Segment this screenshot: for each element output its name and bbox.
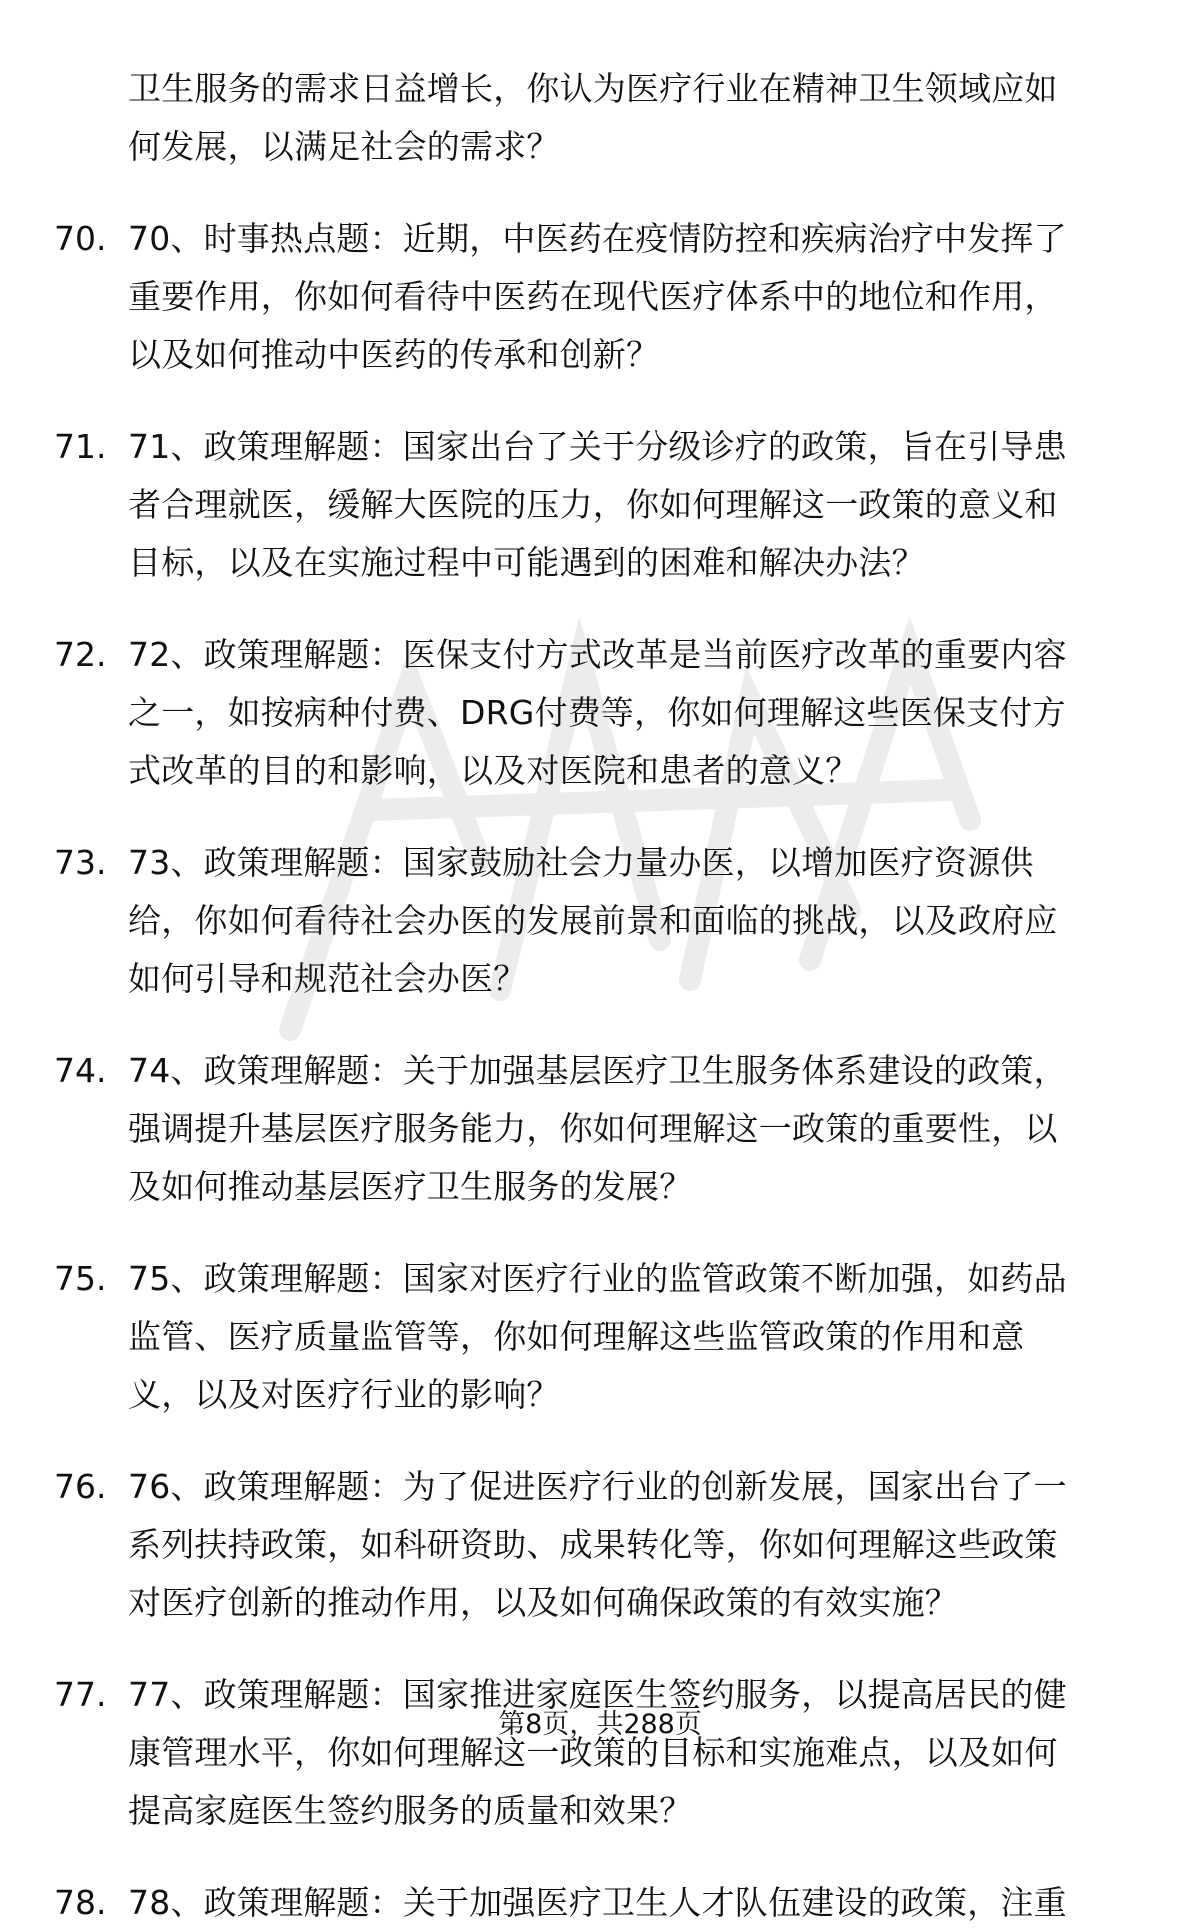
- question-text-line: 目标，以及在实施过程中可能遇到的困难和解决办法？: [128, 543, 925, 582]
- question-number: 70.: [54, 219, 107, 258]
- paragraph-line: 何发展，以满足社会的需求？: [128, 127, 560, 166]
- question-text-line: 式改革的目的和影响，以及对医院和患者的意义？: [128, 751, 859, 790]
- question-text-line: 72、政策理解题：医保支付方式改革是当前医疗改革的重要内容: [128, 635, 1067, 674]
- question-text-line: 重要作用，你如何看待中医药在现代医疗体系中的地位和作用，: [128, 277, 1058, 316]
- page-footer: 第8页，共288页: [498, 1709, 702, 1740]
- question-text-line: 强调提升基层医疗服务能力，你如何理解这一政策的重要性，以: [128, 1109, 1058, 1148]
- question-text-line: 76、政策理解题：为了促进医疗行业的创新发展，国家出台了一: [128, 1467, 1067, 1506]
- question-text-line: 以及如何推动中医药的传承和创新？: [128, 335, 660, 374]
- question-text-line: 如何引导和规范社会办医？: [128, 959, 527, 998]
- question-text-line: 73、政策理解题：国家鼓励社会力量办医，以增加医疗资源供: [128, 843, 1034, 882]
- question-text-line: 义，以及对医疗行业的影响？: [128, 1375, 560, 1414]
- question-number: 77.: [54, 1675, 107, 1714]
- question-number: 73.: [54, 843, 107, 882]
- question-text-line: 对医疗创新的推动作用，以及如何确保政策的有效实施？: [128, 1583, 958, 1622]
- paragraph-line: 卫生服务的需求日益增长，你认为医疗行业在精神卫生领域应如: [128, 69, 1058, 108]
- question-text-line: 77、政策理解题：国家推进家庭医生签约服务，以提高居民的健: [128, 1675, 1067, 1714]
- question-number: 74.: [54, 1051, 107, 1090]
- question-text-line: 监管、医疗质量监管等，你如何理解这些监管政策的作用和意: [128, 1317, 1025, 1356]
- question-number: 72.: [54, 635, 107, 674]
- question-text-line: 给，你如何看待社会办医的发展前景和面临的挑战，以及政府应: [128, 901, 1058, 940]
- question-text-line: 康管理水平，你如何理解这一政策的目标和实施难点，以及如何: [128, 1733, 1058, 1772]
- question-text-line: 71、政策理解题：国家出台了关于分级诊疗的政策，旨在引导患: [128, 427, 1067, 466]
- question-number: 71.: [54, 427, 107, 466]
- question-text-line: 之一，如按病种付费、DRG付费等，你如何理解这些医保支付方: [128, 693, 1066, 732]
- question-text-line: 70、时事热点题：近期，中医药在疫情防控和疾病治疗中发挥了: [128, 219, 1067, 258]
- question-text-line: 提高家庭医生签约服务的质量和效果？: [128, 1791, 693, 1830]
- question-text-line: 者合理就医，缓解大医院的压力，你如何理解这一政策的意义和: [128, 485, 1058, 524]
- question-text-line: 74、政策理解题：关于加强基层医疗卫生服务体系建设的政策，: [128, 1051, 1067, 1090]
- question-number: 78.: [54, 1883, 107, 1922]
- question-number: 75.: [54, 1259, 107, 1298]
- question-text-line: 78、政策理解题：关于加强医疗卫生人才队伍建设的政策，注重: [128, 1883, 1067, 1922]
- question-text-line: 75、政策理解题：国家对医疗行业的监管政策不断加强，如药品: [128, 1259, 1067, 1298]
- question-number: 76.: [54, 1467, 107, 1506]
- question-text-line: 系列扶持政策，如科研资助、成果转化等，你如何理解这些政策: [128, 1525, 1058, 1564]
- question-text-line: 及如何推动基层医疗卫生服务的发展？: [128, 1167, 693, 1206]
